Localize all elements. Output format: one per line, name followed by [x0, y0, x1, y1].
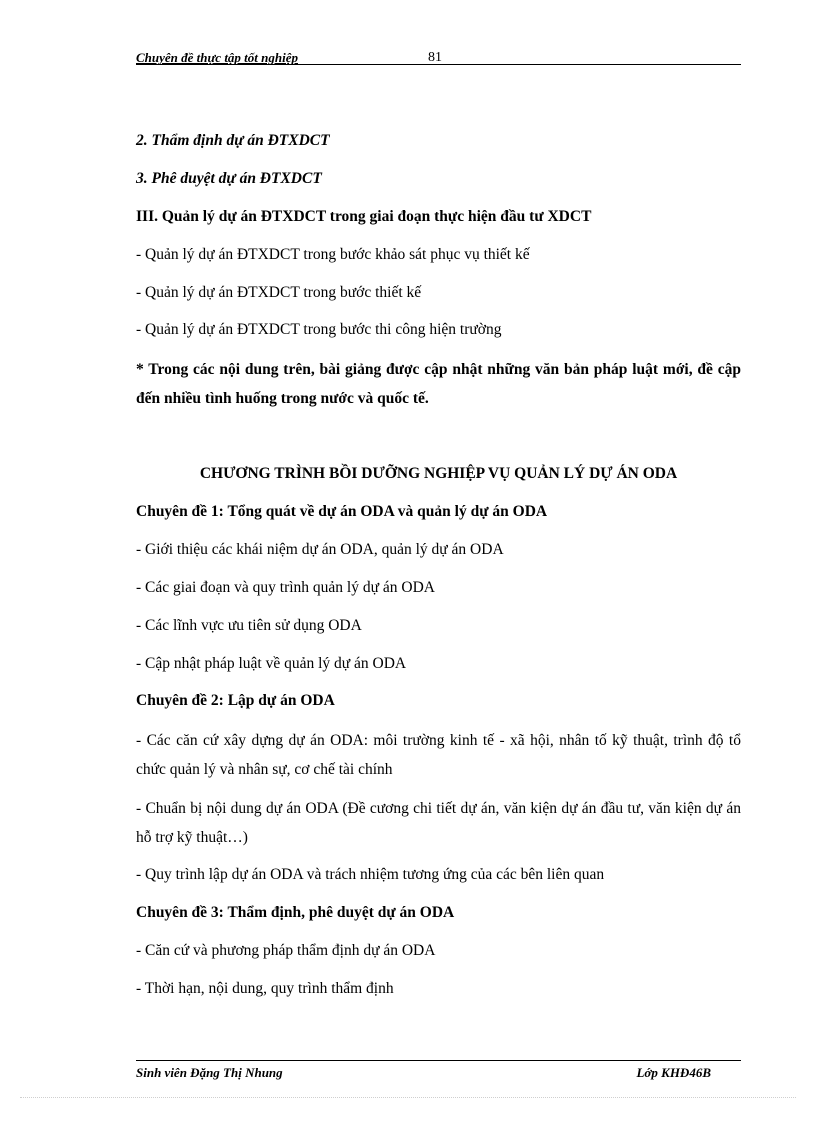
list-item: - Các giai đoạn và quy trình quản lý dự án ODA [136, 579, 435, 596]
note-paragraph: * Trong các nội dung trên, bài giảng được cập nhật những văn bản pháp luật mới, đề cập đến nhiều tình huống trong nước và quốc tế. [136, 361, 741, 407]
topic-heading-2: Chuyên đề 2: Lập dự án ODA [136, 692, 335, 709]
page-header [136, 50, 741, 65]
list-item: - Giới thiệu các khái niệm dự án ODA, quản lý dự án ODA [136, 541, 504, 558]
section-heading-implementation: III. Quản lý dự án ĐTXDCT trong giai đoạn thực hiện đầu tư XDCT [136, 208, 592, 225]
list-item: - Quản lý dự án ĐTXDCT trong bước thi công hiện trường [136, 321, 502, 338]
list-item: - Quy trình lập dự án ODA và trách nhiệm tương ứng của các bên liên quan [136, 866, 605, 883]
list-item: - Thời hạn, nội dung, quy trình thẩm định [136, 980, 394, 997]
list-item: - Cập nhật pháp luật về quản lý dự án ODA [136, 655, 407, 672]
list-item: - Căn cứ và phương pháp thẩm định dự án ODA [136, 942, 436, 959]
list-item: - Các lĩnh vực ưu tiên sử dụng ODA [136, 617, 362, 634]
list-item: - Chuẩn bị nội dung dự án ODA (Đề cương chi tiết dự án, văn kiện dự án đầu tư, văn kiện dự án hỗ trợ kỹ thuật…) [136, 800, 741, 846]
topic-heading-1: Chuyên đề 1: Tổng quát về dự án ODA và quản lý dự án ODA [136, 503, 548, 520]
section-heading-appraisal: 2. Thẩm định dự án ĐTXDCT [136, 132, 330, 149]
list-item: - Các căn cứ xây dựng dự án ODA: môi trường kinh tế - xã hội, nhân tố kỹ thuật, trình độ tổ chức quản lý và nhân sự, cơ chế tài chính [136, 732, 741, 778]
footer-class: Lớp KHĐ46B [636, 1065, 711, 1080]
header-title: Chuyên đề thực tập tốt nghiệp [136, 50, 298, 65]
footer-student: Sinh viên Đặng Thị Nhung [136, 1065, 283, 1080]
page-number: 81 [428, 50, 442, 65]
page-footer [136, 1060, 741, 1080]
topic-heading-3: Chuyên đề 3: Thẩm định, phê duyệt dự án ODA [136, 904, 455, 921]
page-bottom-divider [20, 1097, 796, 1098]
section-heading-approval: 3. Phê duyệt dự án ĐTXDCT [136, 170, 322, 187]
list-item: - Quản lý dự án ĐTXDCT trong bước khảo sát phục vụ thiết kế [136, 246, 530, 263]
program-title: CHƯƠNG TRÌNH BỒI DƯỠNG NGHIỆP VỤ QUẢN LÝ DỰ ÁN ODA [199, 465, 678, 482]
list-item: - Quản lý dự án ĐTXDCT trong bước thiết kế [136, 284, 422, 301]
